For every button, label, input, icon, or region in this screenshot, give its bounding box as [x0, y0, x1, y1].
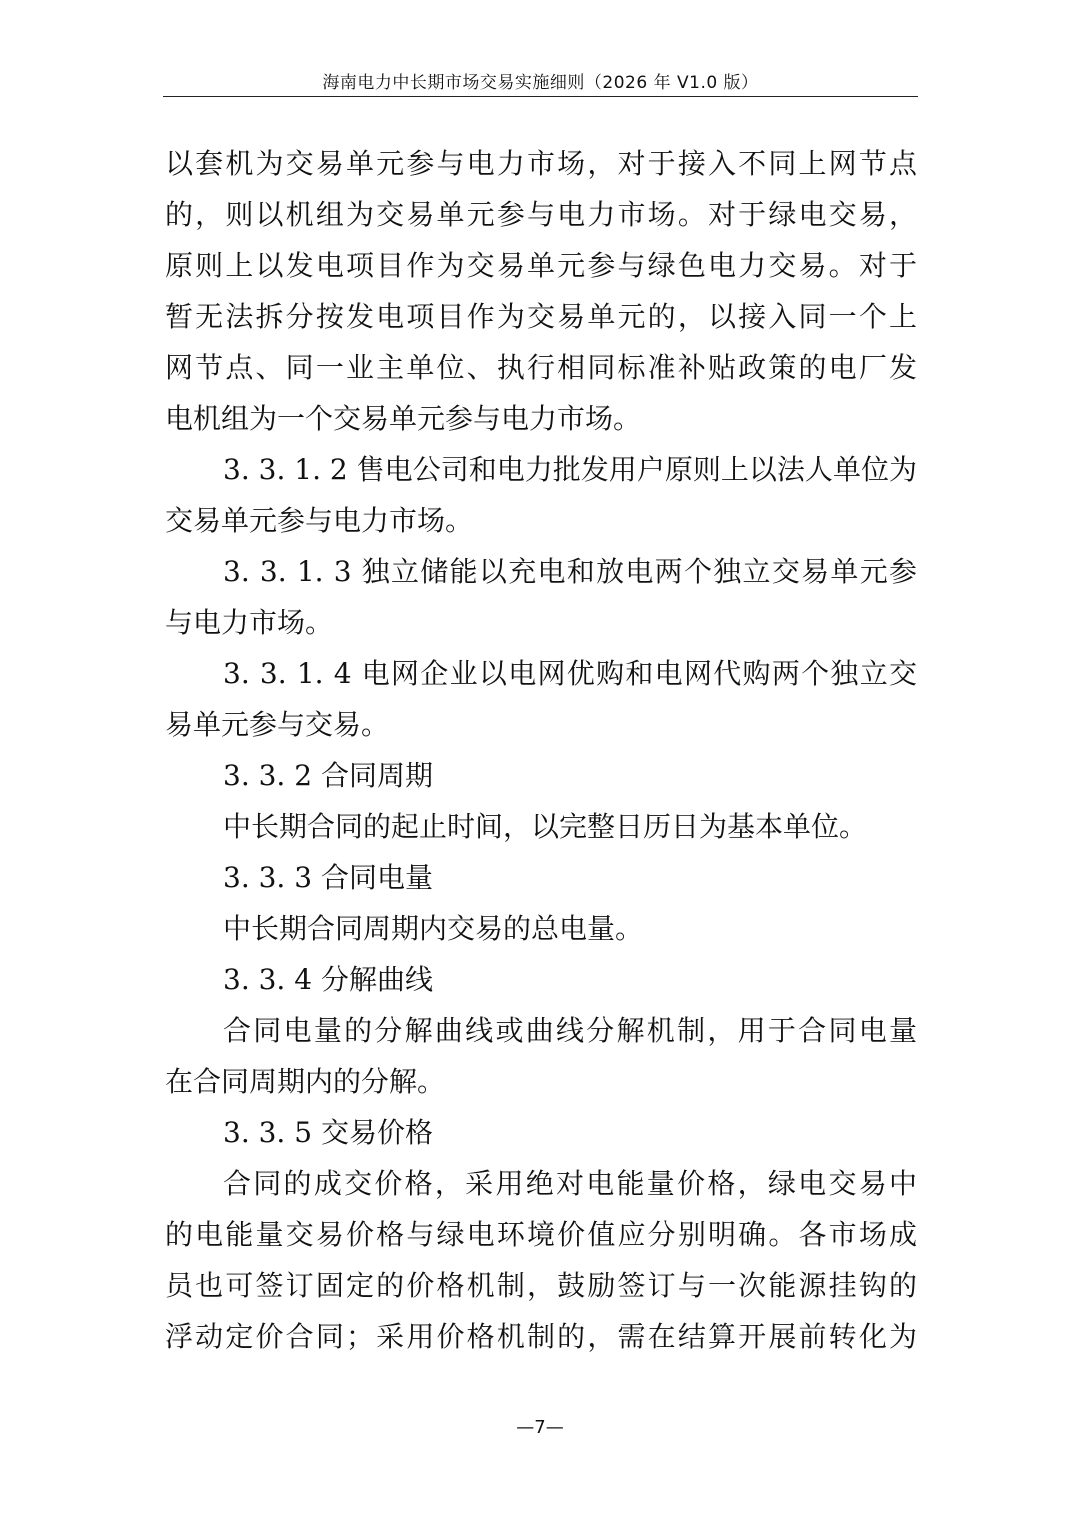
text-line: 原则上以发电项目作为交易单元参与绿色电力交易。对于: [165, 249, 917, 282]
text-line: 中长期合同周期内交易的总电量。: [223, 912, 644, 945]
text-line: 合同电量的分解曲线或曲线分解机制，用于合同电量: [223, 1014, 917, 1047]
section-heading-3-3-1-3: 3. 3. 1. 3 独立储能以充电和放电两个独立交易单元参: [223, 555, 917, 588]
page-number: —7—: [516, 1417, 564, 1438]
text-line: 与电力市场。: [165, 606, 334, 639]
section-heading-3-3-1-2: 3. 3. 1. 2 售电公司和电力批发用户原则上以法人单位为: [223, 453, 917, 486]
text-line: 交易单元参与电力市场。: [165, 504, 474, 537]
text-line: 合同的成交价格，采用绝对电能量价格，绿电交易中: [223, 1167, 917, 1200]
text-line: 电机组为一个交易单元参与电力市场。: [165, 402, 642, 435]
text-line: 的电能量交易价格与绿电环境价值应分别明确。各市场成: [165, 1218, 917, 1251]
section-heading-3-3-4: 3. 3. 4 分解曲线: [223, 963, 433, 996]
section-heading-3-3-3: 3. 3. 3 合同电量: [223, 861, 433, 894]
text-line: 暂无法拆分按发电项目作为交易单元的，以接入同一个上: [165, 300, 917, 333]
body-text: [165, 138, 917, 1362]
text-line: 中长期合同的起止时间，以完整日历日为基本单位。: [223, 810, 868, 843]
section-heading-3-3-2: 3. 3. 2 合同周期: [223, 759, 433, 792]
text-line: 网节点、同一业主单位、执行相同标准补贴政策的电厂发: [165, 351, 917, 384]
section-heading-3-3-5: 3. 3. 5 交易价格: [223, 1116, 433, 1149]
text-line: 在合同周期内的分解。: [165, 1065, 446, 1098]
text-line: 员也可签订固定的价格机制，鼓励签订与一次能源挂钩的: [165, 1269, 917, 1302]
text-line: 的，则以机组为交易单元参与电力市场。对于绿电交易，: [165, 198, 917, 231]
running-header: 海南电力中长期市场交易实施细则（2026 年 V1.0 版）: [322, 73, 759, 93]
section-heading-3-3-1-4: 3. 3. 1. 4 电网企业以电网优购和电网代购两个独立交: [223, 657, 917, 690]
text-line: 以套机为交易单元参与电力市场，对于接入不同上网节点: [165, 147, 917, 180]
header-divider: [163, 96, 918, 97]
text-line: 浮动定价合同；采用价格机制的，需在结算开展前转化为: [165, 1320, 917, 1353]
text-line: 易单元参与交易。: [165, 708, 390, 741]
